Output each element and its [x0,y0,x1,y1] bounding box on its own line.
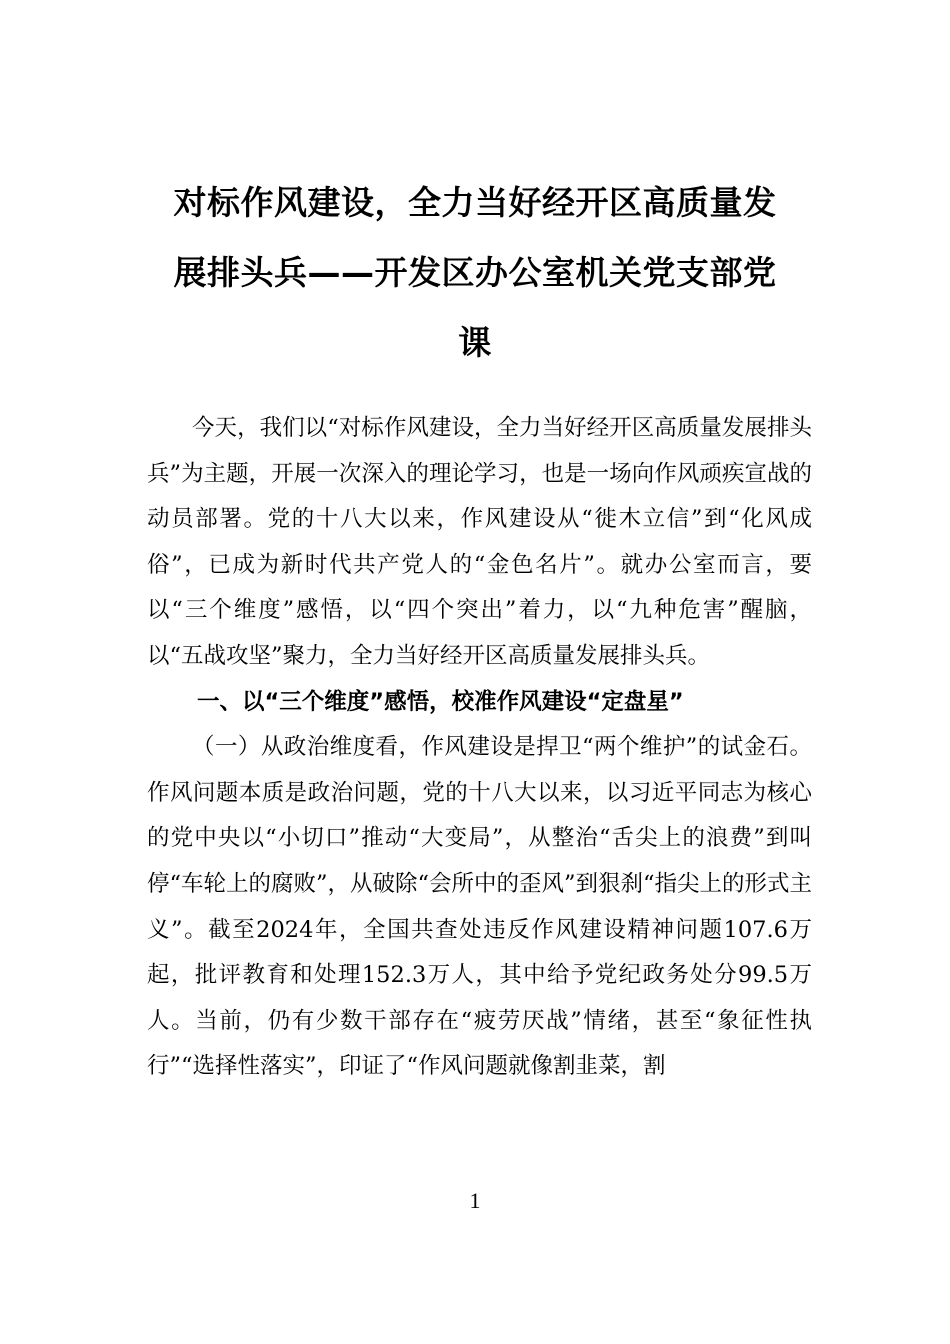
subsection-paragraph: （一）从政治维度看，作风建设是捍卫“两个维护”的试金石。作风问题本质是政治问题，党的十八大以来，以习近平同志为核心的党中央以“小切口”推动“大变局”，从整治“舌尖上的浪费”到叫停“车轮上的腐败”，从破除“会所中的歪风”到狠刹“指尖上的形式主义”。截至2024年，全国共查处违反作风建设精神问题107.6万起，批评教育和处理152.3万人，其中给予党纪政务处分99.5万人。当前，仍有少数干部存在“疲劳厌战”情绪，甚至“象征性执行”“选择性落实”，印证了“作风问题就像割韭菜，割 [147,734,813,1080]
document-body [147,406,812,1090]
title-line-3: 课 [458,323,492,362]
section-heading: 一、以“三个维度”感悟，校准作风建设“定盘星” [197,688,684,715]
document-title [150,168,800,378]
page-number: 1 [469,1188,481,1213]
title-line-1: 对标作风建设，全力当好经开区高质量发 [173,183,777,222]
title-line-2: 展排头兵——开发区办公室机关党支部党 [173,253,777,292]
intro-paragraph: 今天，我们以“对标作风建设，全力当好经开区高质量发展排头兵”为主题，开展一次深入的理论学习，也是一场向作风顽疾宣战的动员部署。党的十八大以来，作风建设从“徙木立信”到“化风成俗”，已成为新时代共产党人的“金色名片”。就办公室而言，要以“三个维度”感悟，以“四个突出”着力，以“九种危害”醒脑，以“五战攻坚”聚力，全力当好经开区高质量发展排头兵。 [147,415,812,669]
